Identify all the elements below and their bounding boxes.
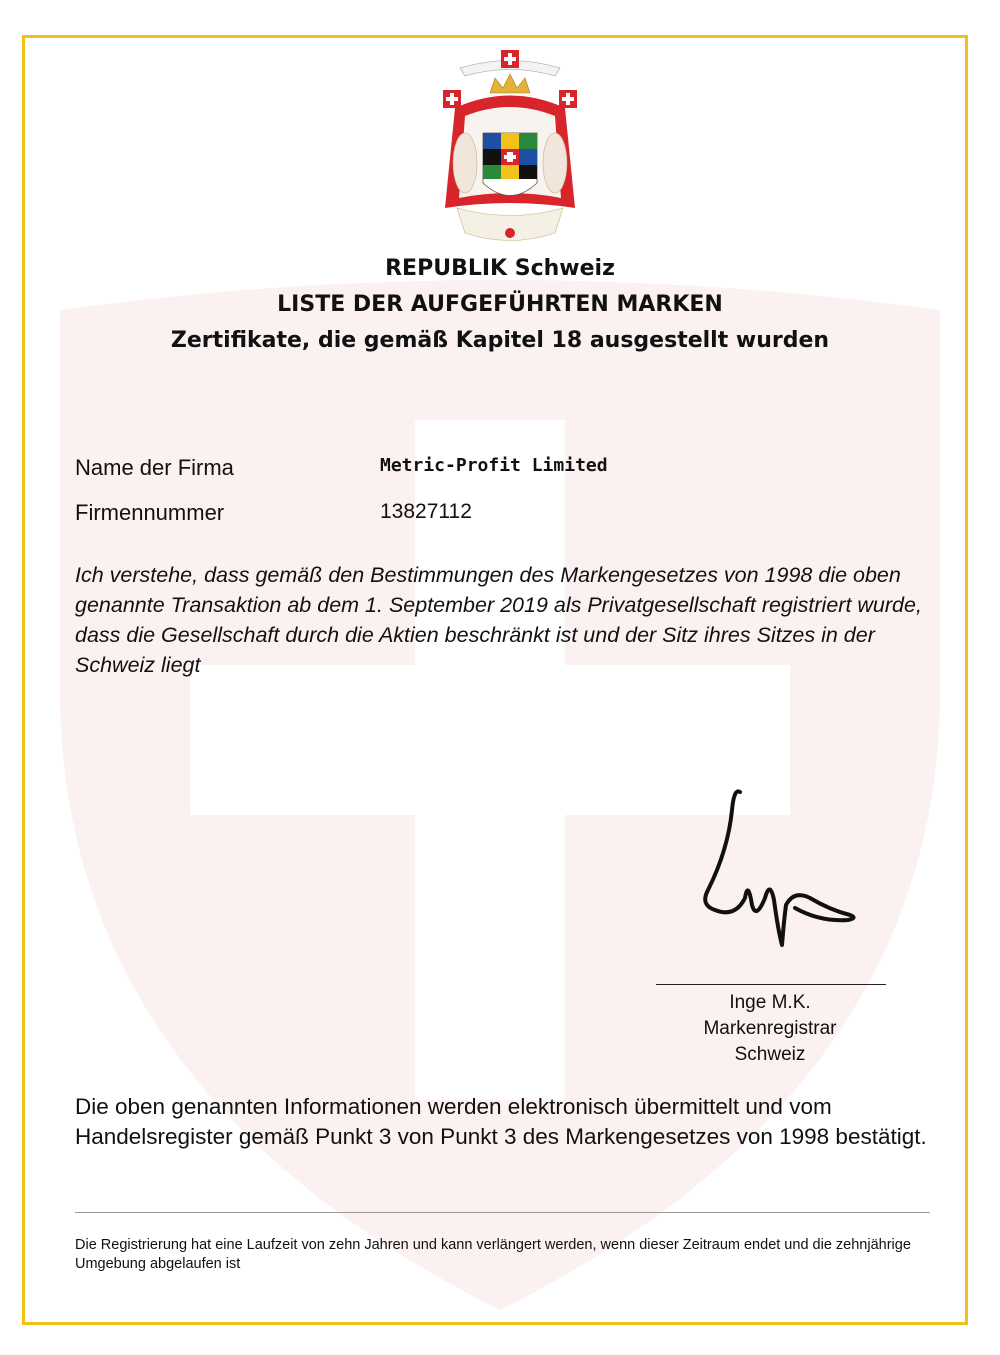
company-number-value: 13827112 <box>380 500 472 523</box>
heading-subtitle: Zertifikate, die gemäß Kapitel 18 ausgestellt wurden <box>170 328 830 353</box>
signatory-title: Markenregistrar <box>703 1018 837 1039</box>
registration-statement: Ich verstehe, dass gemäß den Bestimmungen des Markengesetzes von 1998 die oben genannte Transaktion ab dem 1. September 2019 als Privatgesellschaft registriert wurde, dass die Gesellschaft durch die Aktien beschränkt ist und der Sitz ihres Sitzes in der Schweiz liegt <box>75 563 922 677</box>
handwritten-signature-icon <box>690 780 870 960</box>
signatory-name: Inge M.K. <box>729 992 811 1013</box>
confirmation-text: Die oben genannten Informationen werden elektronisch übermittelt und vom Handelsregister gemäß Punkt 3 von Punkt 3 des Markengesetzes von 1998 bestätigt. <box>75 1094 927 1149</box>
heading-republic: REPUBLIK Schweiz <box>385 256 615 281</box>
company-name-label: Name der Firma <box>75 455 234 480</box>
footer-divider <box>75 1212 930 1213</box>
swiss-coat-of-arms-icon <box>435 48 585 248</box>
signature-line <box>656 984 886 985</box>
heading-list-title: LISTE DER AUFGEFÜHRTEN MARKEN <box>277 292 723 317</box>
company-number-label: Firmennummer <box>75 500 225 525</box>
signatory-country: Schweiz <box>734 1044 806 1065</box>
registration-footnote: Die Registrierung hat eine Laufzeit von zehn Jahren und kann verlängert werden, wenn dieser Zeitraum endet und die zehnjährige Umgebung abgelaufen ist <box>75 1237 911 1272</box>
company-name-value: Metric-Profit Limited <box>380 455 608 476</box>
